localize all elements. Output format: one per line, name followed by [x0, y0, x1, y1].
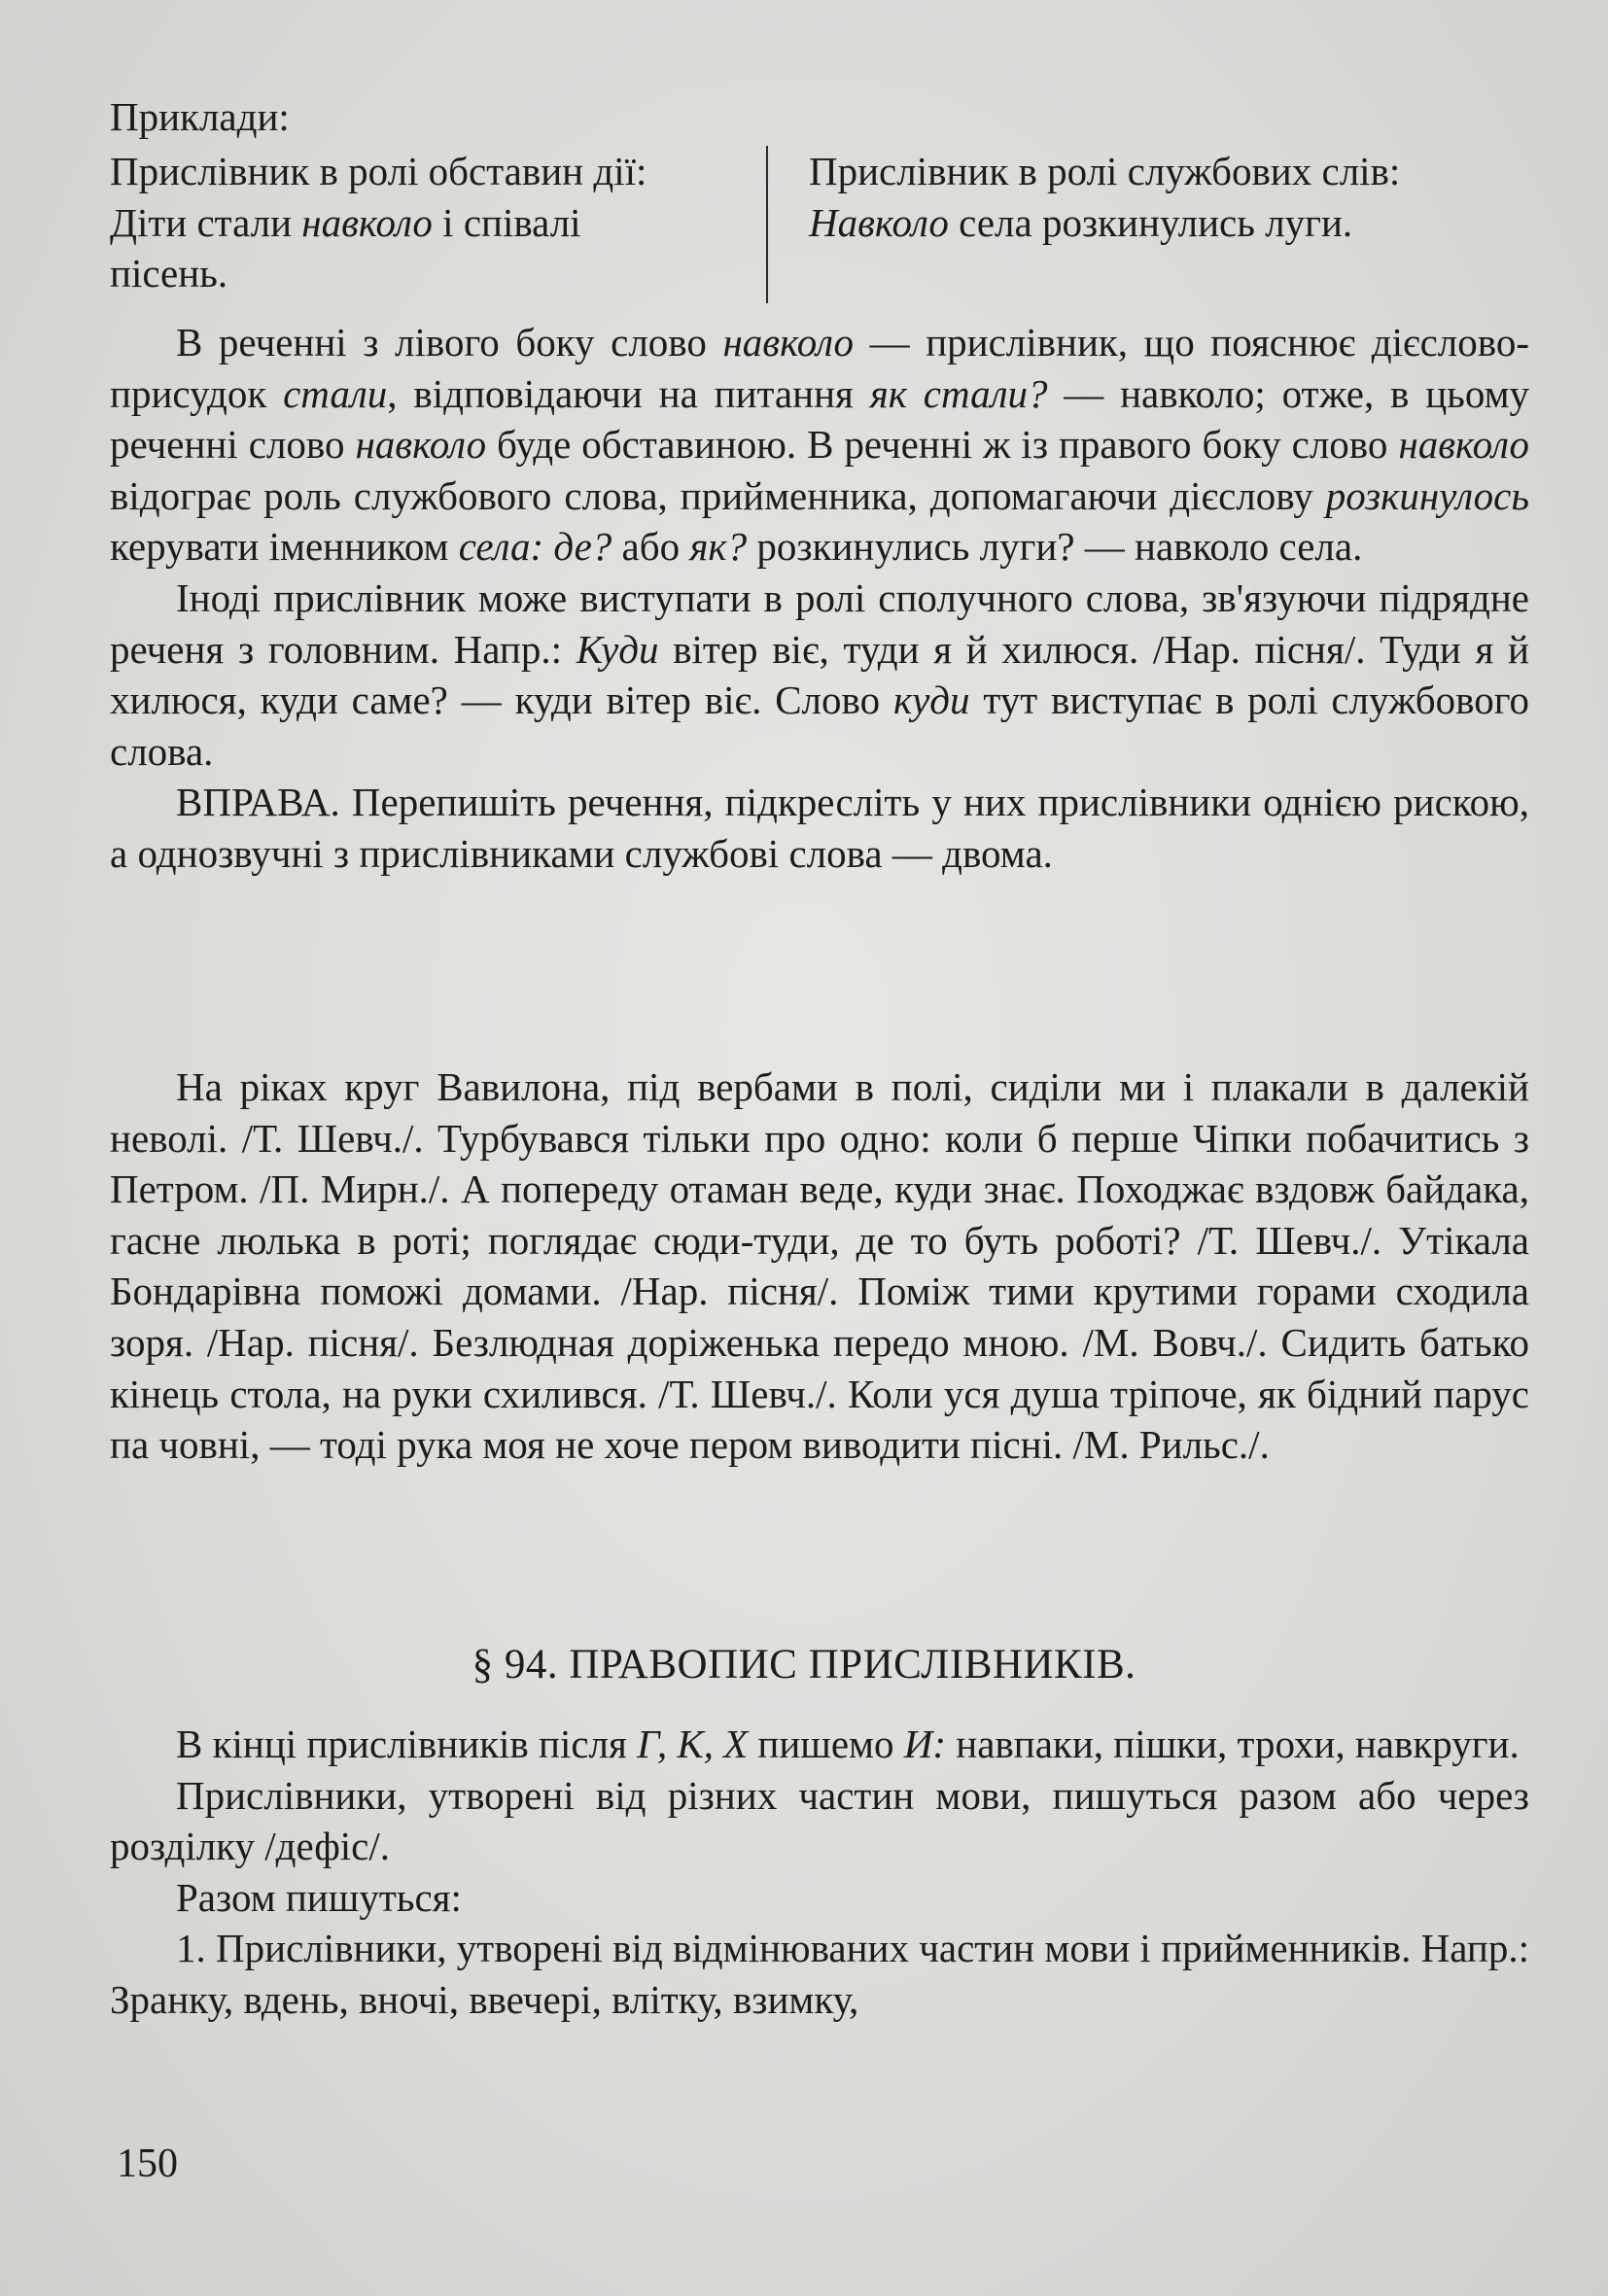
example-right-column: [809, 146, 1538, 248]
left-column-title: Прислівник в ролі обставин дії:: [110, 149, 647, 193]
text-run: , відповідаючи на питання: [387, 370, 870, 416]
section-title: § 94. ПРАВОПИС ПРИСЛІВНИКІВ.: [472, 1642, 1136, 1687]
text-block-1: [110, 317, 1529, 880]
text-run: села розкинулись луги.: [948, 199, 1353, 245]
italic-word: навколо: [355, 422, 487, 468]
example-left-column: [110, 146, 742, 299]
text-run: і співалі: [432, 199, 581, 245]
italic-word: розкинулось: [1325, 472, 1529, 518]
italic-word: як стали?: [869, 370, 1048, 416]
text-run: вітер віє, туди я й хилюся. /Нар. пісня/. Туди я й хилюся, куди саме? — куди вітер віє. Слово: [110, 626, 1529, 723]
paragraph-rule-1: 1. Прислівники, утворені від відмінюваних частин мови і прийменників. Напр.: Зранку, вдень, вночі, ввечері, влітку, взимку,: [110, 1926, 1529, 2022]
text-run: тут виступає в ролі службового слова.: [110, 678, 1529, 774]
italic-word: навколо: [301, 199, 433, 245]
text-block-2: [110, 1061, 1529, 1471]
paragraph-exercise: ВПРАВА. Перепишіть речення, підкресліть у них прислівники однією рискою, а однозвучні з прислівниками службові слова — двома.: [110, 780, 1529, 876]
text-run: розкинулись луги? — навколо села.: [747, 524, 1363, 570]
italic-word: навколо: [722, 320, 855, 365]
italic-word: як?: [689, 524, 748, 570]
italic-word: Навколо: [809, 199, 949, 245]
column-divider: [766, 146, 768, 303]
italic-word: Куди: [576, 626, 659, 672]
text-run: пишемо: [748, 1722, 904, 1766]
paragraph-together-heading: Разом пишуться:: [176, 1874, 462, 1920]
paragraph-rule-i: [110, 1719, 1529, 1770]
italic-word: куди: [892, 678, 970, 723]
text-run: відограє роль службового слова, прийменника, допомагаючи дієслову: [110, 472, 1326, 518]
page-number: 150: [117, 2141, 178, 2186]
text-run: або: [612, 524, 690, 570]
examples-heading: Приклади:: [110, 94, 290, 139]
italic-word: Г, К, Х: [637, 1722, 749, 1766]
text-run: — навколо; отже, в цьому реченні слово: [110, 370, 1530, 468]
text-run: керувати іменником: [110, 524, 459, 570]
left-column-line1: [110, 197, 742, 249]
left-column-line2: пісень.: [110, 251, 228, 296]
paragraph-rule-spelling: Прислівники, утворені від різних частин мови, пишуться разом або через розділку /дефіс/.: [110, 1772, 1529, 1869]
text-run: Діти стали: [110, 199, 302, 245]
italic-word: навколо: [1398, 422, 1529, 468]
paragraph-explanation: [110, 317, 1529, 573]
text-run: навпаки, пішки, трохи, навкруги.: [946, 1722, 1520, 1766]
text-run: буде обставиною. В реченні ж із правого боку слово: [486, 422, 1399, 468]
text-run: Іноді прислівник може виступати в ролі сполучного слова, зв'язуючи підрядне реченя з головним. Напр.:: [110, 574, 1529, 672]
italic-word: И:: [903, 1722, 947, 1766]
paragraph-exercise-sentences: На ріках круг Вавилона, під вербами в полі, сиділи ми і плакали в далекій неволі. /Т. Шевч./. Турбувався тільки про одно: коли б перше Чіпки побачитись з Петром. /П. Мирн./. А попереду отаман веде, куди знає. Походжає вздовж байдака, гасне люлька в роті; поглядає сюди-туди, де то буть роботі? /Т. Шевч./. Утікала Бондарівна поможі домами. /Нар. пісня/. Поміж тими крутими горами сходила зоря. /Нар. пісня/. Безлюдная доріженька передо мною. /М. Вовч./. Сидить батько кінець стола, на руки схилився. /Т. Шевч./. Коли уся душа тріпоче, як бідний парус па човні, — тоді рука моя не хоче пером виводити пісні. /М. Рильс./.: [110, 1064, 1529, 1468]
paragraph-conjunctive-word: [110, 573, 1529, 777]
right-column-line1: [809, 197, 1538, 249]
text-run: — прислівник, що пояснює дієслово-присудок: [110, 320, 1529, 416]
text-run: В реченні з лівого боку слово: [176, 320, 723, 365]
italic-word: села: де?: [458, 524, 612, 570]
text-block-3: [110, 1719, 1529, 2026]
text-run: В кінці прислівників після: [176, 1722, 638, 1766]
italic-word: стали: [283, 370, 388, 416]
right-column-title: Прислівник в ролі службових слів:: [809, 149, 1401, 193]
